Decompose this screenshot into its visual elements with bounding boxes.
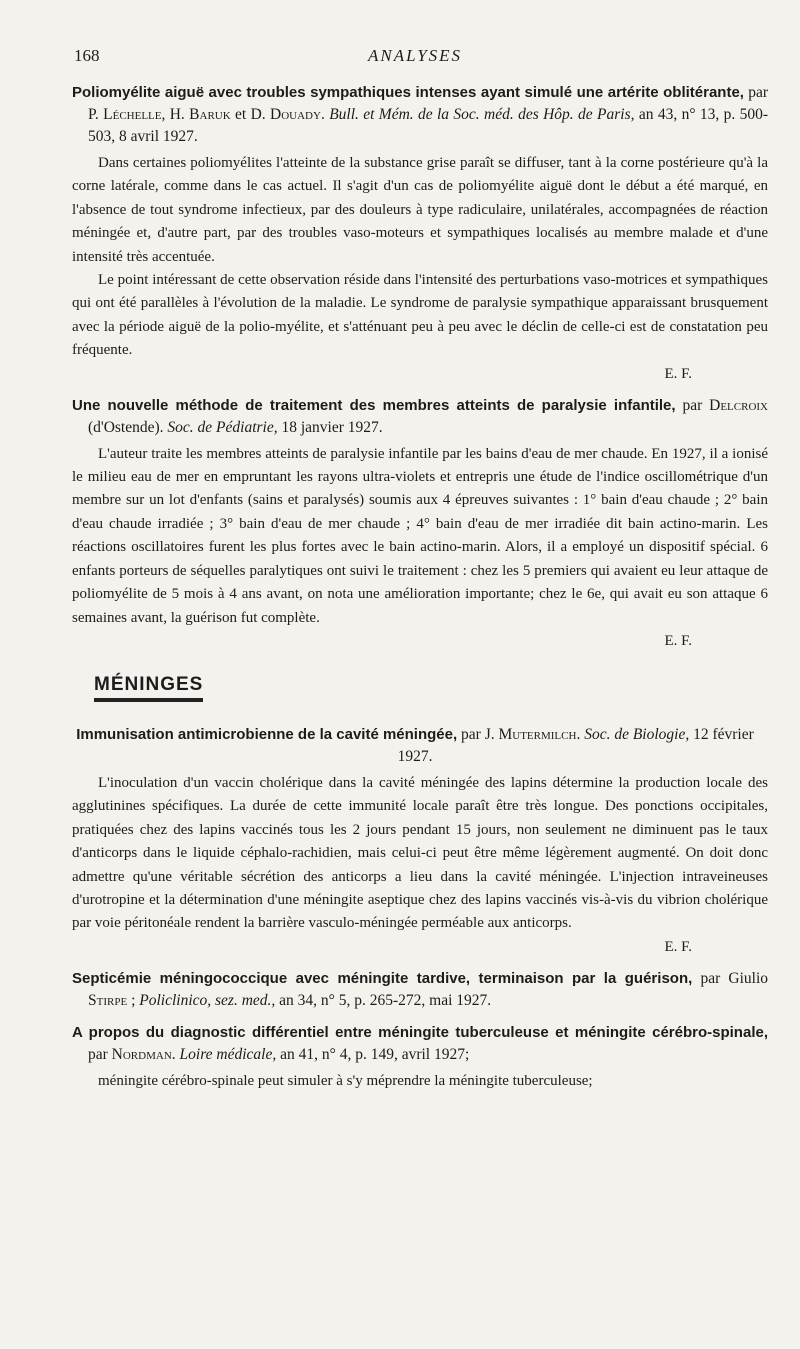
- journal-name: Soc. de Pédiatrie,: [167, 418, 278, 436]
- page-number: 168: [74, 46, 100, 65]
- entry-paragraph: Le point intéressant de cette observation réside dans l'intensité des perturbations vaso-motrices et sympathiques qui ont été parallèles à l'évolution de la maladie. Le syndrome de paralysie sympathique apparaissant brusquement avec la période aiguë de la polio-myélite, et s'atténuant peu à peu avec le déclin de celle-ci est de constatation peu fréquente.: [72, 272, 768, 359]
- citation-text: par: [88, 1045, 112, 1063]
- entry-title: Septicémie méningococcique avec méningite tardive, terminaison par la guérison,: [72, 969, 693, 987]
- entry-paragraph: L'auteur traite les membres atteints de paralysie infantile par les bains d'eau de mer chaude. En 1927, il a ionisé le milieu eau de mer en empruntant les rayons ultra-violets et entrepris une étude de l'indice oscillométrique d'un membre sur un lot d'enfants (sains et paralysés) soumis aux 4 épreuves suivantes : 1° bain d'eau chaude ; 2° bain d'eau chaude irradiée ; 3° bain d'eau de mer chaude ; 4° bain d'eau de mer irradiée dit bain actino-marin. Les réactions oscillatoires furent les plus fortes avec le bain actino-marin. Alors, il a employé un dispositif spécial. 6 enfants porteurs de séquelles paralytiques ont suivi le traitement : chez les 5 premiers qui avaient eu leur attaque de poliomyélite de 5 mois à 4 ans avant, on nota une amélioration importante; chez le 6e, qui avait eu son attaque 6 semaines avant, la guérison fut complète.: [72, 445, 768, 626]
- citation-text: par: [675, 396, 710, 414]
- citation-text: .: [171, 1045, 180, 1063]
- journal-name: Policlinico, sez. med.,: [139, 991, 276, 1009]
- citation-text: 12 février 1927.: [397, 725, 754, 765]
- citation-text: par Giulio: [692, 969, 769, 987]
- page: [62, 46, 768, 1093]
- entry-title: Poliomyélite aiguë avec troubles sympathiques intenses ayant simulé une artérite oblitérante,: [72, 84, 744, 101]
- abstract-entry: [62, 724, 768, 958]
- journal-name: Loire médicale,: [179, 1045, 277, 1063]
- author-name: Léchelle: [103, 106, 162, 123]
- citation-text: .: [320, 106, 330, 123]
- entry-signature: E. F.: [664, 632, 692, 649]
- citation-text: ;: [127, 991, 140, 1009]
- entry-title: A propos du diagnostic différentiel entre méningite tuberculeuse et méningite cérébro-spinale,: [72, 1023, 768, 1041]
- citation-text: par J.: [457, 725, 499, 743]
- citation-text: an 41, n° 4, p. 149, avril 1927;: [276, 1045, 470, 1063]
- section-heading-wrap: [62, 652, 768, 714]
- citation-text: par P.: [88, 84, 768, 123]
- citation-text: (d'Ostende).: [88, 418, 168, 436]
- author-name: Nordman: [111, 1045, 172, 1063]
- entry-signature: E. F.: [664, 365, 692, 382]
- entry-paragraph: méningite cérébro-spinale peut simuler à s'y méprendre la méningite tuberculeuse;: [98, 1072, 593, 1089]
- entry-heading: [62, 82, 768, 148]
- entry-title: Immunisation antimicrobienne de la cavité méningée,: [76, 725, 458, 743]
- author-name: Mutermilch: [498, 725, 577, 743]
- abstract-entry: [62, 1022, 768, 1093]
- entry-heading: [62, 968, 768, 1012]
- journal-name: Soc. de Biologie,: [584, 725, 690, 743]
- citation-text: 18 janvier 1927.: [277, 418, 383, 436]
- citation-text: an 43, n° 13, p. 500-503, 8 avril 1927.: [88, 106, 768, 145]
- running-head: [62, 46, 768, 72]
- author-name: Douady: [270, 106, 321, 123]
- running-title: ANALYSES: [367, 46, 463, 65]
- entry-heading: [62, 395, 768, 439]
- entry-heading: [62, 724, 768, 768]
- citation-text: et D.: [230, 106, 271, 123]
- author-name: Stirpe: [88, 991, 128, 1009]
- entry-paragraph: Dans certaines poliomyélites l'atteinte de la substance grise paraît se diffuser, tant à la corne postérieure qu'à la corne latérale, comme dans le cas actuel. Il s'agit d'un cas de poliomyélite aiguë dont le début a été marqué, en l'absence de tout syndrome infectieux, par des douleurs à type radiculaire, unilatérales, accompagnées de réaction méningée et, d'autre part, par des troubles vaso-moteurs et sympathiques localisés au membre malade et d'une intensité très accentuée.: [72, 155, 768, 265]
- entries-list: [62, 82, 768, 652]
- abstract-entry: [62, 82, 768, 385]
- author-name: Delcroix: [709, 396, 768, 414]
- entry-heading: [62, 1022, 768, 1066]
- citation-text: .: [576, 725, 585, 743]
- abstract-entry: [62, 395, 768, 652]
- entry-paragraph: L'inoculation d'un vaccin cholérique dans la cavité méningée des lapins détermine la production locale des agglutinines spécifiques. La durée de cette immunité locale paraît être très longue. Des ponctions occipitales, pratiquées chez des lapins vaccinés tous les 2 jours pendant 15 jours, non seulement ne diminuent pas le taux d'anticorps dans le liquide céphalo-rachidien, mais celui-ci peut être même légèrement augmenté. On doit donc admettre qu'une véritable sécrétion des anticorps a lieu dans la cavité méningée. L'injection intraveineuses d'urotropine et la détermination d'une méningite aseptique chez des lapins vaccinés vis-à-vis du vibrion cholérique par voie péritonéale rendent la barrière vasculo-méningée perméable aux anticorps.: [72, 774, 768, 932]
- abstract-entry: [62, 968, 768, 1012]
- citation-text: an 34, n° 5, p. 265-272, mai 1927.: [275, 991, 492, 1009]
- section-title: MÉNINGES: [94, 674, 203, 702]
- author-name: Baruk: [189, 106, 231, 123]
- entry-title: Une nouvelle méthode de traitement des membres atteints de paralysie infantile,: [72, 396, 676, 414]
- citation-text: , H.: [161, 106, 190, 123]
- section-entries-list: [62, 724, 768, 1093]
- journal-name: Bull. et Mém. de la Soc. méd. des Hôp. de Paris,: [329, 106, 635, 123]
- entry-signature: E. F.: [664, 938, 692, 955]
